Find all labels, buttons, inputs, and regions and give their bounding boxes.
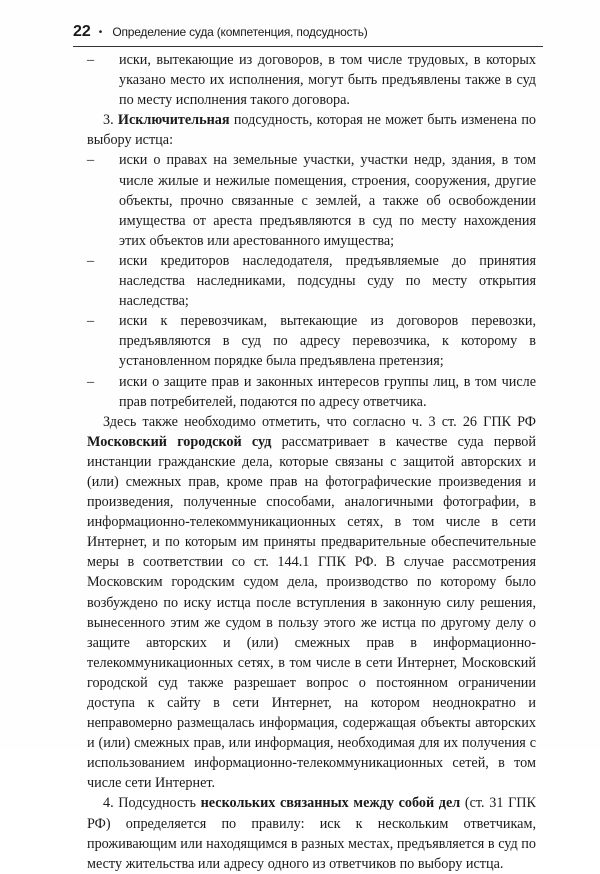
list-item <box>87 50 536 110</box>
list-dash: – <box>87 373 95 390</box>
list-item <box>87 150 536 250</box>
text-run: Здесь также необходимо отметить, что согласно ч. 3 ст. 26 ГПК РФ <box>103 413 536 430</box>
text-run: иски о правах на земельные участки, участки недр, здания, в том числе жилые и нежилые помещения, строения, сооружения, другие объекты, прочно связанные с землей, а также об освобождении имущества от ареста предъявляются в суд по месту нахождения этих объектов или арестованного имущества; <box>119 152 536 249</box>
text-run: иски о защите прав и законных интересов группы лиц, в том числе прав потребителей, подаются по адресу ответчика. <box>119 373 536 410</box>
list-dash: – <box>87 252 95 269</box>
text-run: иски к перевозчикам, вытекающие из договоров перевозки, предъявляются в суд по адресу перевозчика, к которому в установленном порядке была предъявлена претензия; <box>119 313 536 370</box>
page-number: 22 <box>73 23 91 40</box>
list-dash: – <box>87 152 95 169</box>
paragraph <box>87 793 536 873</box>
paragraph <box>87 110 536 150</box>
paragraph <box>87 412 536 794</box>
text-run: 3. <box>103 112 118 129</box>
text-run: иски, вытекающие из договоров, в том числе трудовых, в которых указано место их исполнения, могут быть предъявлены также в суд по месту исполнения такого договора. <box>119 52 536 109</box>
bold-term: Московский городской суд <box>87 433 272 450</box>
list-item <box>87 372 536 412</box>
text-run: подсудность, которая не может быть изменена по выбору истца: <box>87 112 537 149</box>
list-item <box>87 311 536 371</box>
page-header <box>73 20 533 44</box>
header-bullet: • <box>98 26 103 38</box>
list-dash: – <box>87 313 95 330</box>
list-item <box>87 251 536 311</box>
bold-term: нескольких связанных между собой дел <box>200 795 461 812</box>
header-rule <box>73 46 543 47</box>
text-run: 4. Подсудность <box>103 795 201 812</box>
text-run: (ст. 31 ГПК РФ) определяется по правилу: иск к нескольким ответчикам, проживающим или находящимся в разных местах, предъявляется в суд по месту жительства или адресу одного из ответчиков по выбору истца. <box>87 795 536 872</box>
text-run: иски кредиторов наследодателя, предъявляемые до принятия наследства наследниками, подсудны суду по месту открытия наследства; <box>119 252 536 310</box>
text-run: рассматривает в качестве суда первой инстанции гражданские дела, которые связаны с защитой авторских и (или) смежных прав, кроме прав на фотографические произведения и произведения, полученные способами, аналогичными фотографии, в информационно-телекоммуникационных сетях, в том числе в сети Интернет, и по которым им приняты предварительные обеспечительные меры в соответствии со ст. 144.1 ГПК РФ. В случае рассмотрения Московским городским судом дела, производство по которому было возбуждено по иску истца после вступления в законную силу решения, вынесенного этим же судом в пользу этого же истца по другому делу о защите авторских и (или) смежных прав в информационно-телекоммуникационных сетях, в том числе в сети Интернет, Московский городской суд также разрешает вопрос о постоянном ограничении доступа к сайту в сети Интернет, на котором неоднократно и неправомерно размещалась информация, содержащая объекты авторских и (или) смежных прав, или информация, необходимая для их получения с использованием информационно-телекоммуникационных сетей, в том числе сети Интернет. <box>87 433 536 792</box>
running-title: Определение суда (компетенция, подсудность) <box>112 25 368 39</box>
list-dash: – <box>87 52 95 68</box>
page-content <box>87 50 536 874</box>
bold-term: Исключительная <box>117 112 230 129</box>
